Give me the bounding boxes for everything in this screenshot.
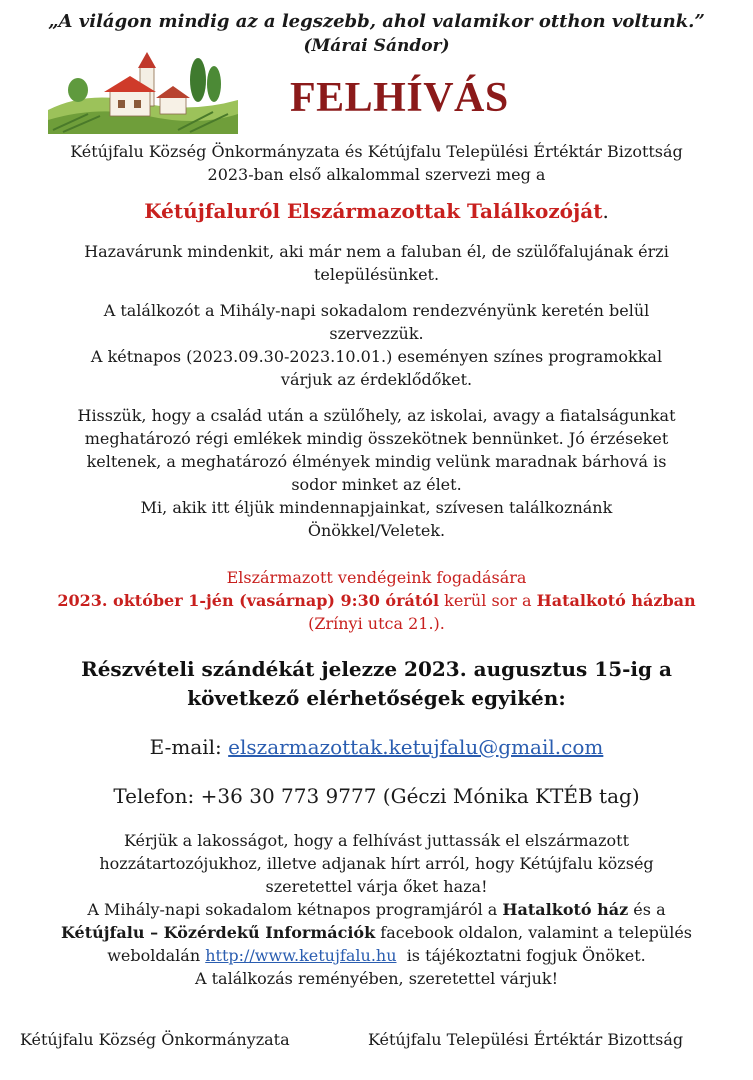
closing-text: facebook oldalon, valamint a település xyxy=(375,923,693,942)
closing-bold: Hatalkotó ház xyxy=(502,900,629,919)
event-name-period: . xyxy=(602,199,609,223)
closing-line: hozzátartozójukhoz, illetve adjanak hírt arról, hogy Kétújfalu község xyxy=(99,854,654,873)
email-label: E-mail: xyxy=(149,735,229,759)
reception-place: Hatalkotó házban xyxy=(536,591,696,610)
intro-line: Kétújfalu Község Önkormányzata és Kétújfalu Települési Értéktár Bizottság xyxy=(70,142,683,161)
cta-paragraph xyxy=(20,655,733,713)
village-landscape-illustration xyxy=(48,50,238,134)
closing-line: szeretettel várja őket haza! xyxy=(265,877,488,896)
quote-text: „A világon mindig az a legszebb, ahol valamikor otthon voltunk.” xyxy=(48,11,705,32)
event-name-heading xyxy=(20,200,733,224)
closing-text: és a xyxy=(628,900,666,919)
memories-line: Mi, akik itt éljük mindennapjainkat, szívesen találkoznánk xyxy=(140,498,613,517)
program-line: A kétnapos (2023.09.30-2023.10.01.) eseményen színes programokkal xyxy=(90,347,663,366)
closing-text: A Mihály-napi sokadalom kétnapos programjáról a xyxy=(87,900,503,919)
email-line xyxy=(20,734,733,760)
program-line: szervezzük. xyxy=(329,324,424,343)
reception-address: (Zrínyi utca 21.). xyxy=(308,614,445,633)
program-line: A találkozót a Mihály-napi sokadalom rendezvényünk keretén belül xyxy=(103,301,650,320)
reception-date: 2023. október 1-jén (vasárnap) 9:30 órától xyxy=(57,591,440,610)
reception-line xyxy=(20,589,733,612)
reception-line: Elszármazott vendégeink fogadására xyxy=(226,568,527,587)
closing-line xyxy=(20,944,733,967)
cta-line: Részvételi szándékát jelezze 2023. augusztus 15-ig a xyxy=(81,657,672,681)
welcome-line: településünket. xyxy=(313,265,440,284)
memories-line: keltenek, a meghatározó élmények mindig velünk maradnak bárhová is xyxy=(86,452,667,471)
welcome-paragraph xyxy=(20,240,733,286)
memories-line: Hisszük, hogy a család után a szülőhely, az iskolai, avagy a fiatalságunkat xyxy=(77,406,676,425)
reception-paragraph xyxy=(20,566,733,635)
memories-paragraph xyxy=(20,404,733,542)
footer-left-signature: Kétújfalu Község Önkormányzata xyxy=(20,1030,290,1049)
program-paragraph xyxy=(20,299,733,391)
program-line: várjuk az érdeklődőket. xyxy=(280,370,473,389)
event-name: Kétújfaluról Elszármazottak Találkozóját xyxy=(144,199,603,223)
intro-line: 2023-ban első alkalommal szervezi meg a xyxy=(207,165,546,184)
closing-bold: Kétújfalu – Közérdekű Információk xyxy=(60,923,376,942)
page-title: FELHÍVÁS xyxy=(290,75,509,121)
closing-text: is tájékoztatni fogjuk Önöket. xyxy=(396,946,646,965)
intro-paragraph xyxy=(20,140,733,186)
closing-paragraph xyxy=(20,829,733,990)
website-link[interactable]: http://www.ketujfalu.hu xyxy=(205,946,397,965)
cta-line: következő elérhetőségek egyikén: xyxy=(187,686,566,710)
closing-line: A találkozás reményében, szeretettel várjuk! xyxy=(194,969,558,988)
email-link[interactable]: elszarmazottak.ketujfalu@gmail.com xyxy=(228,735,604,759)
reception-mid: kerül sor a xyxy=(439,591,537,610)
phone-line: Telefon: +36 30 773 9777 (Géczi Mónika KTÉB tag) xyxy=(113,784,640,808)
quote-author: (Márai Sándor) xyxy=(303,36,450,56)
welcome-line: Hazavárunk mindenkit, aki már nem a faluban él, de szülőfalujának érzi xyxy=(84,242,669,261)
footer-right-signature: Kétújfalu Települési Értéktár Bizottság xyxy=(368,1030,684,1049)
memories-line: sodor minket az élet. xyxy=(291,475,462,494)
closing-line xyxy=(20,898,733,921)
closing-line: Kérjük a lakosságot, hogy a felhívást juttassák el elszármazott xyxy=(123,831,630,850)
closing-text: weboldalán xyxy=(107,946,206,965)
memories-line: meghatározó régi emlékek mindig összekötnek bennünket. Jó érzéseket xyxy=(84,429,669,448)
memories-line: Önökkel/Veletek. xyxy=(307,521,446,540)
closing-line xyxy=(20,921,733,944)
